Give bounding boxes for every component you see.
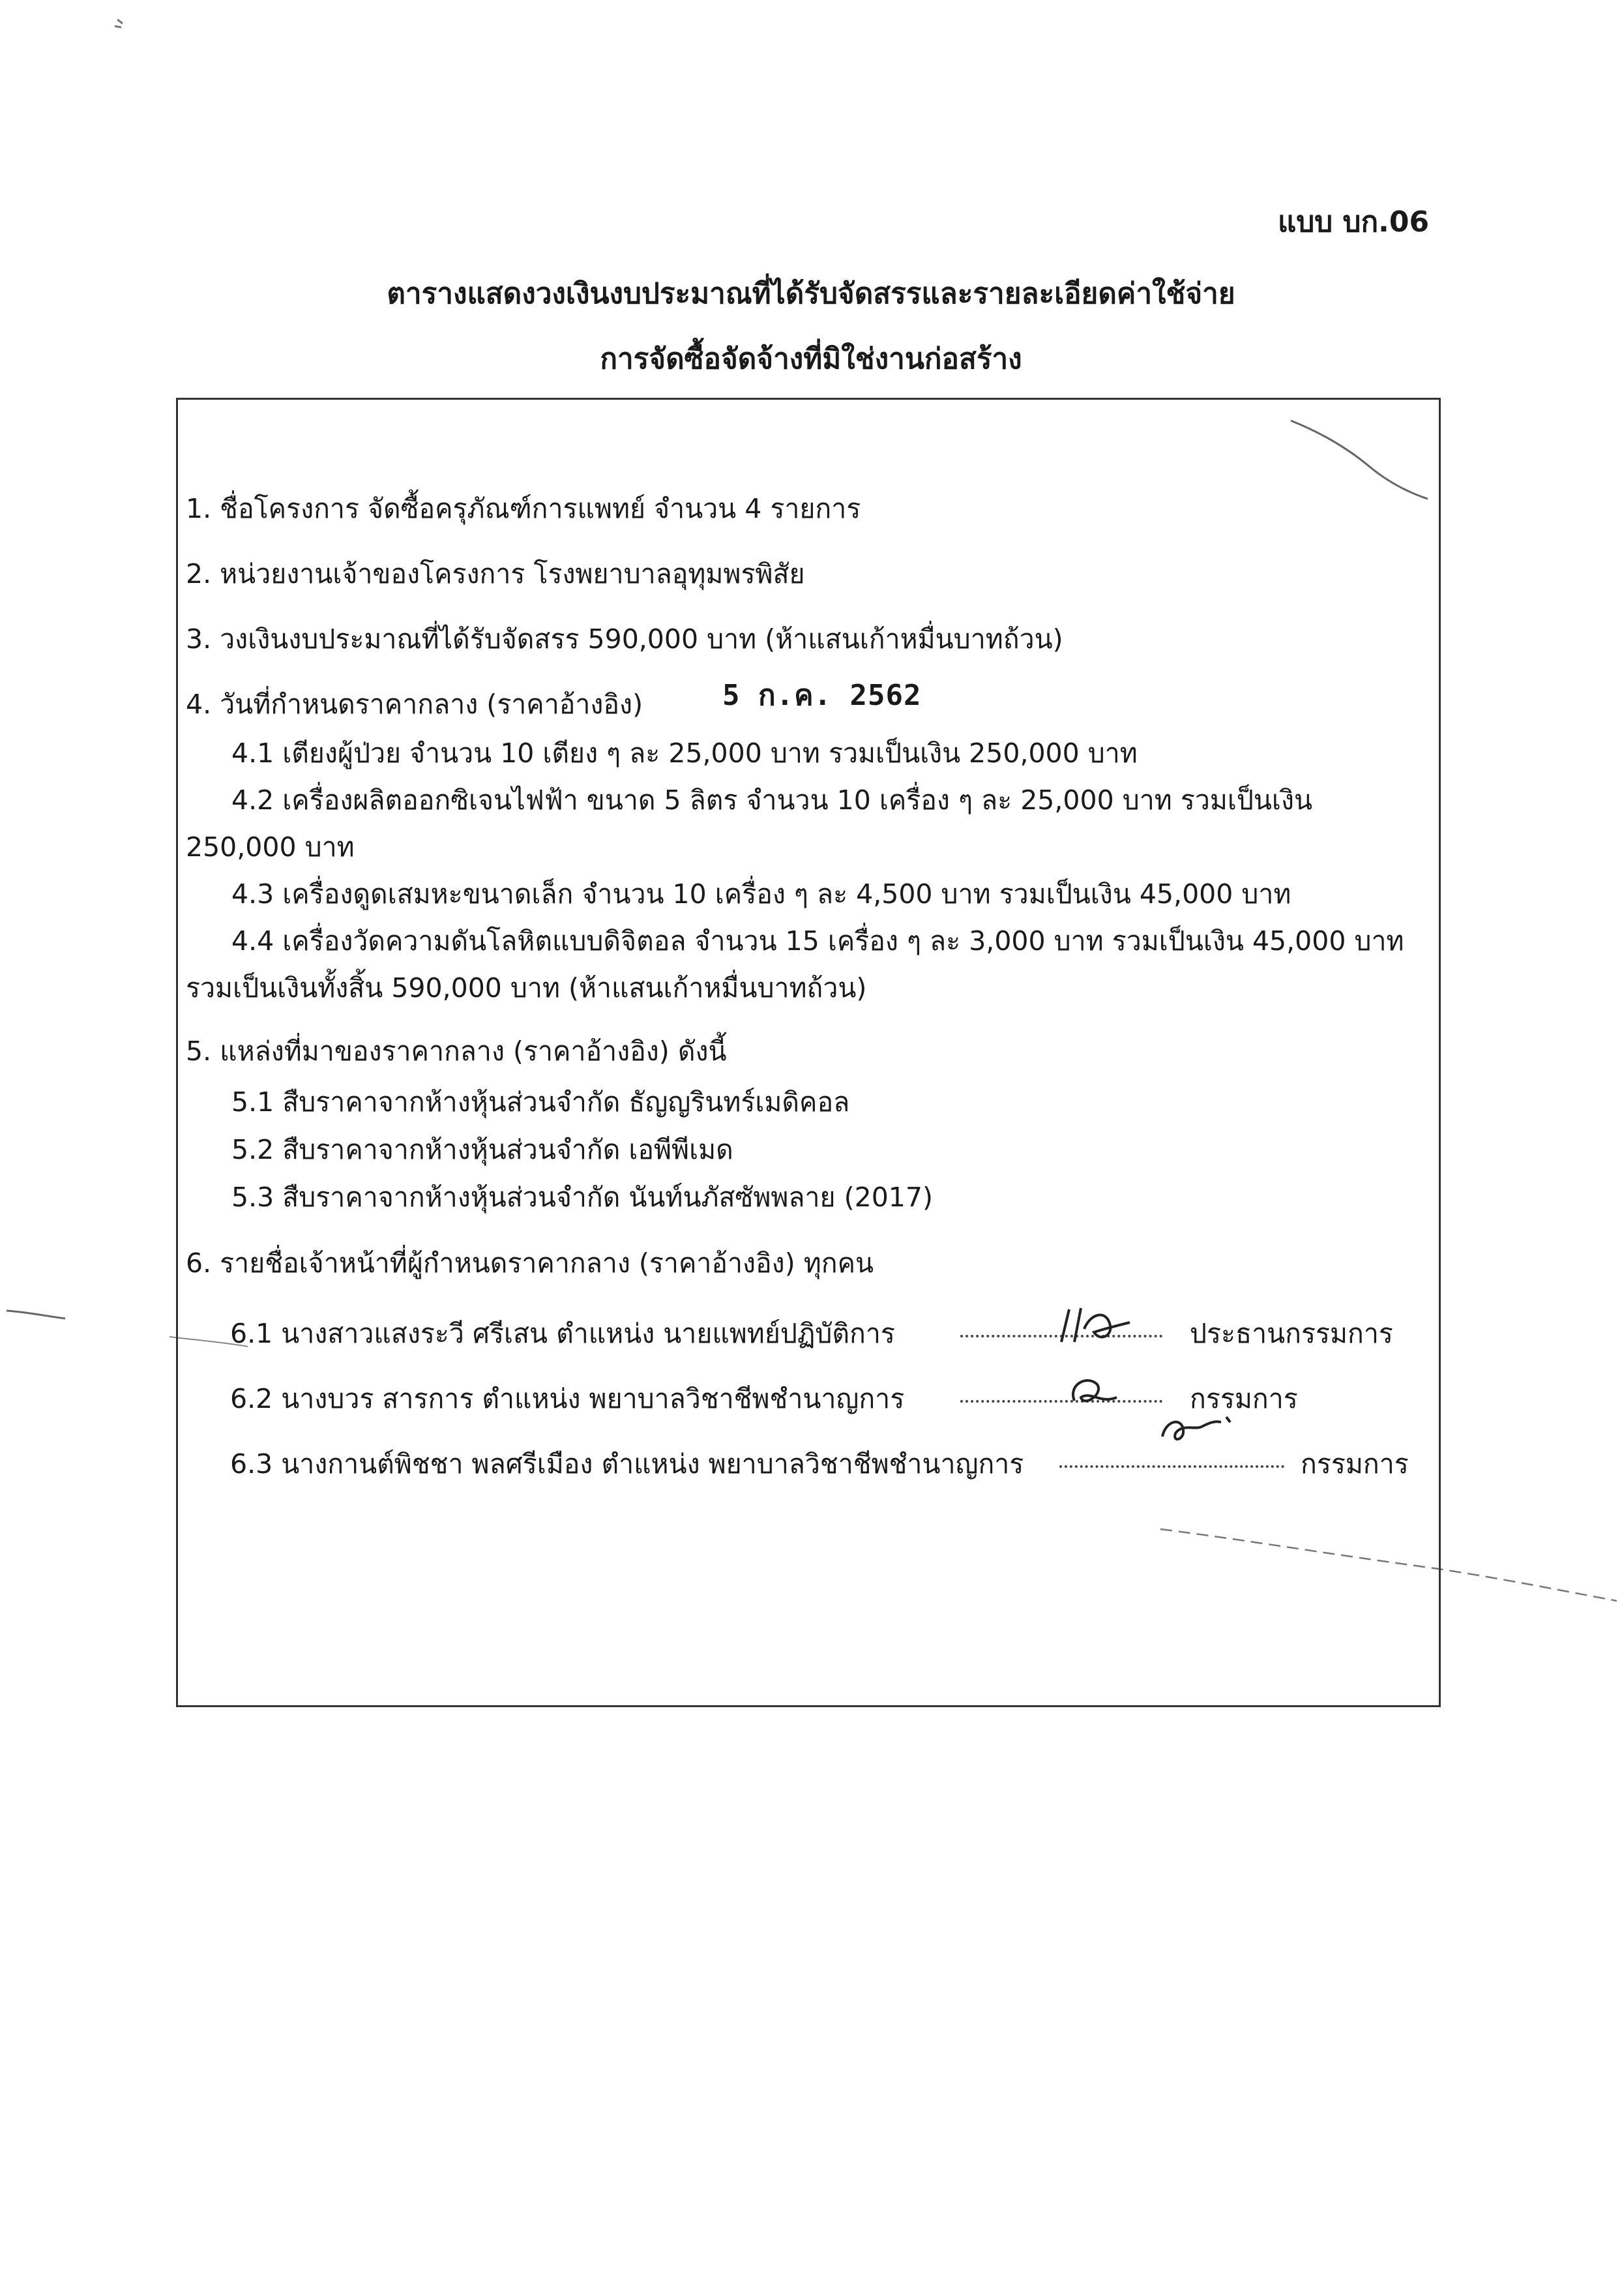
officer-6-3: 6.3 นางกานต์พิชชา พลศรีเมือง ตำแหน่ง พยาบาลวิชาชีพชำนาญการ — [230, 1448, 1024, 1480]
item-4-4: 4.4 เครื่องวัดความดันโลหิตแบบดิจิตอล จำนวน 15 เครื่อง ๆ ละ 3,000 บาท รวมเป็นเงิน 45,000 บาท — [231, 925, 1404, 957]
date-stamp: 5 ก.ค. 2562 — [722, 679, 922, 712]
content-box — [176, 398, 1441, 1707]
officer-6-1: 6.1 นางสาวแสงระวี ศรีเสน ตำแหน่ง นายแพทย์ปฏิบัติการ — [230, 1318, 895, 1349]
owner-unit: 2. หน่วยงานเจ้าของโครงการ โรงพยาบาลอุทุมพรพิสัย — [186, 558, 805, 589]
source-5-1: 5.1 สืบราคาจากห้างหุ้นส่วนจำกัด ธัญญรินทร์เมดิคอล — [231, 1086, 850, 1118]
source-5-2: 5.2 สืบราคาจากห้างหุ้นส่วนจำกัด เอพีพีเมด — [231, 1134, 733, 1165]
reference-date-label: 4. วันที่กำหนดราคากลาง (ราคาอ้างอิง) — [186, 689, 643, 720]
officers-heading: 6. รายชื่อเจ้าหน้าที่ผู้กำหนดราคากลาง (ราคาอ้างอิง) ทุกคน — [186, 1247, 874, 1279]
signature-6-3 — [1156, 1410, 1241, 1456]
item-4-2: 4.2 เครื่องผลิตออกซิเจนไฟฟ้า ขนาด 5 ลิตร จำนวน 10 เครื่อง ๆ ละ 25,000 บาท รวมเป็นเงิน — [231, 784, 1312, 816]
item-4-1: 4.1 เตียงผู้ป่วย จำนวน 10 เตียง ๆ ละ 25,000 บาท รวมเป็นเงิน 250,000 บาท — [231, 738, 1138, 769]
officer-6-2: 6.2 นางบวร สารการ ตำแหน่ง พยาบาลวิชาชีพชำนาญการ — [230, 1383, 905, 1414]
sources-heading: 5. แหล่งที่มาของราคากลาง (ราคาอ้างอิง) ดังนี้ — [186, 1036, 727, 1067]
item-4-3: 4.3 เครื่องดูดเสมหะขนาดเล็ก จำนวน 10 เครื่อง ๆ ละ 4,500 บาท รวมเป็นเงิน 45,000 บาท — [231, 878, 1291, 910]
signature-6-1 — [1055, 1303, 1146, 1349]
officer-6-3-role: กรรมการ — [1301, 1448, 1409, 1480]
officer-6-1-role: ประธานกรรมการ — [1190, 1318, 1393, 1349]
project-name: 1. ชื่อโครงการ จัดซื้อครุภัณฑ์การแพทย์ จำนวน 4 รายการ — [186, 493, 861, 524]
officer-6-2-role: กรรมการ — [1190, 1383, 1298, 1414]
source-5-3: 5.3 สืบราคาจากห้างหุ้นส่วนจำกัด นันท์นภัสซัพพลาย (2017) — [231, 1182, 933, 1213]
signature-6-2 — [1061, 1371, 1127, 1417]
document-title: ตารางแสดงวงเงินงบประมาณที่ได้รับจัดสรรและรายละเอียดค่าใช้จ่าย — [387, 277, 1235, 310]
document-subtitle: การจัดซื้อจัดจ้างที่มิใช่งานก่อสร้าง — [600, 342, 1022, 376]
budget-line: 3. วงเงินงบประมาณที่ได้รับจัดสรร 590,000 บาท (ห้าแสนเก้าหมื่นบาทถ้วน) — [186, 623, 1063, 655]
form-code: แบบ บก.06 — [1278, 205, 1430, 239]
item-4-2-continuation: 250,000 บาท — [186, 831, 355, 863]
total-line: รวมเป็นเงินทั้งสิ้น 590,000 บาท (ห้าแสนเก้าหมื่นบาทถ้วน) — [186, 972, 867, 1004]
